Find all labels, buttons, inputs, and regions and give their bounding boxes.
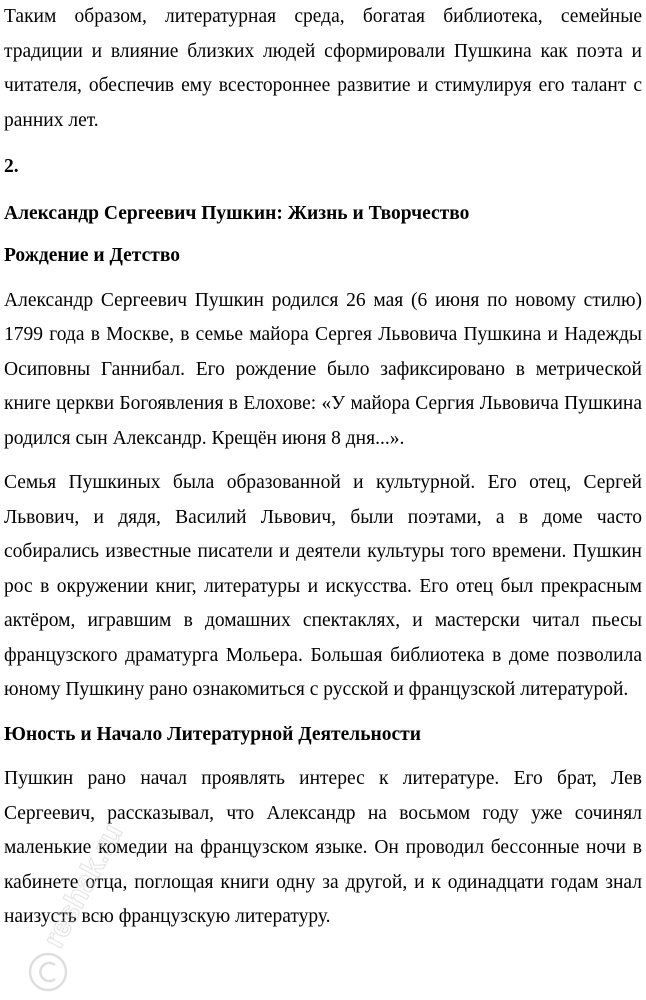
watermark-text: reshak.ru xyxy=(37,818,130,954)
section-title: Александр Сергеевич Пушкин: Жизнь и Творчество xyxy=(4,202,470,224)
family-paragraph: Семья Пушкиных была образованной и культурной. Его отец, Сергей Львович, и дядя, Василий Львович, были поэтами, а в доме часто собирались известные писатели и деятели культуры того времени. Пушкин рос в окружении книг, литературы и искусства. Его отец был прекрасным актёром, игравшим в домашних спектаклях, и мастерски читал пьесы французского драматурга Мольера. Большая библиотека в доме позволила юному Пушкину рано ознакомиться с русской и французской литературой. xyxy=(4,472,642,700)
youth-paragraph: Пушкин рано начал проявлять интерес к литературе. Его брат, Лев Сергеевич, рассказывал, что Александр на восьмом году уже сочинял маленькие комедии на французском языке. Он проводил бессонные ночи в кабинете отца, поглощая книги одну за другой, и к одинадцати годам знал наизусть всю французскую литературу. xyxy=(4,768,642,927)
subsection-birth-heading: Рождение и Детство xyxy=(4,245,180,266)
birth-paragraph: Александр Сергеевич Пушкин родился 26 мая (6 июня по новому стилю) 1799 года в Москве, в семье майора Сергея Львовича Пушкина и Надежды Осиповны Ганнибал. Его рождение было зафиксировано в метрической книге церкви Богоявления в Елохове: «У майора Сергия Львовича Пушкина родился сын Александр. Крещён июня 8 дня...». xyxy=(4,289,642,449)
subsection-youth-heading: Юность и Начало Литературной Деятельности xyxy=(4,723,421,745)
watermark-copyright-icon xyxy=(30,954,66,990)
intro-paragraph: Таким образом, литературная среда, богатая библиотека, семейные традиции и влияние близких людей сформировали Пушкина как поэта и читателя, обеспечив ему всестороннее развитие и стимулируя его талант с ранних лет. xyxy=(4,6,642,131)
section-number: 2. xyxy=(4,156,19,177)
